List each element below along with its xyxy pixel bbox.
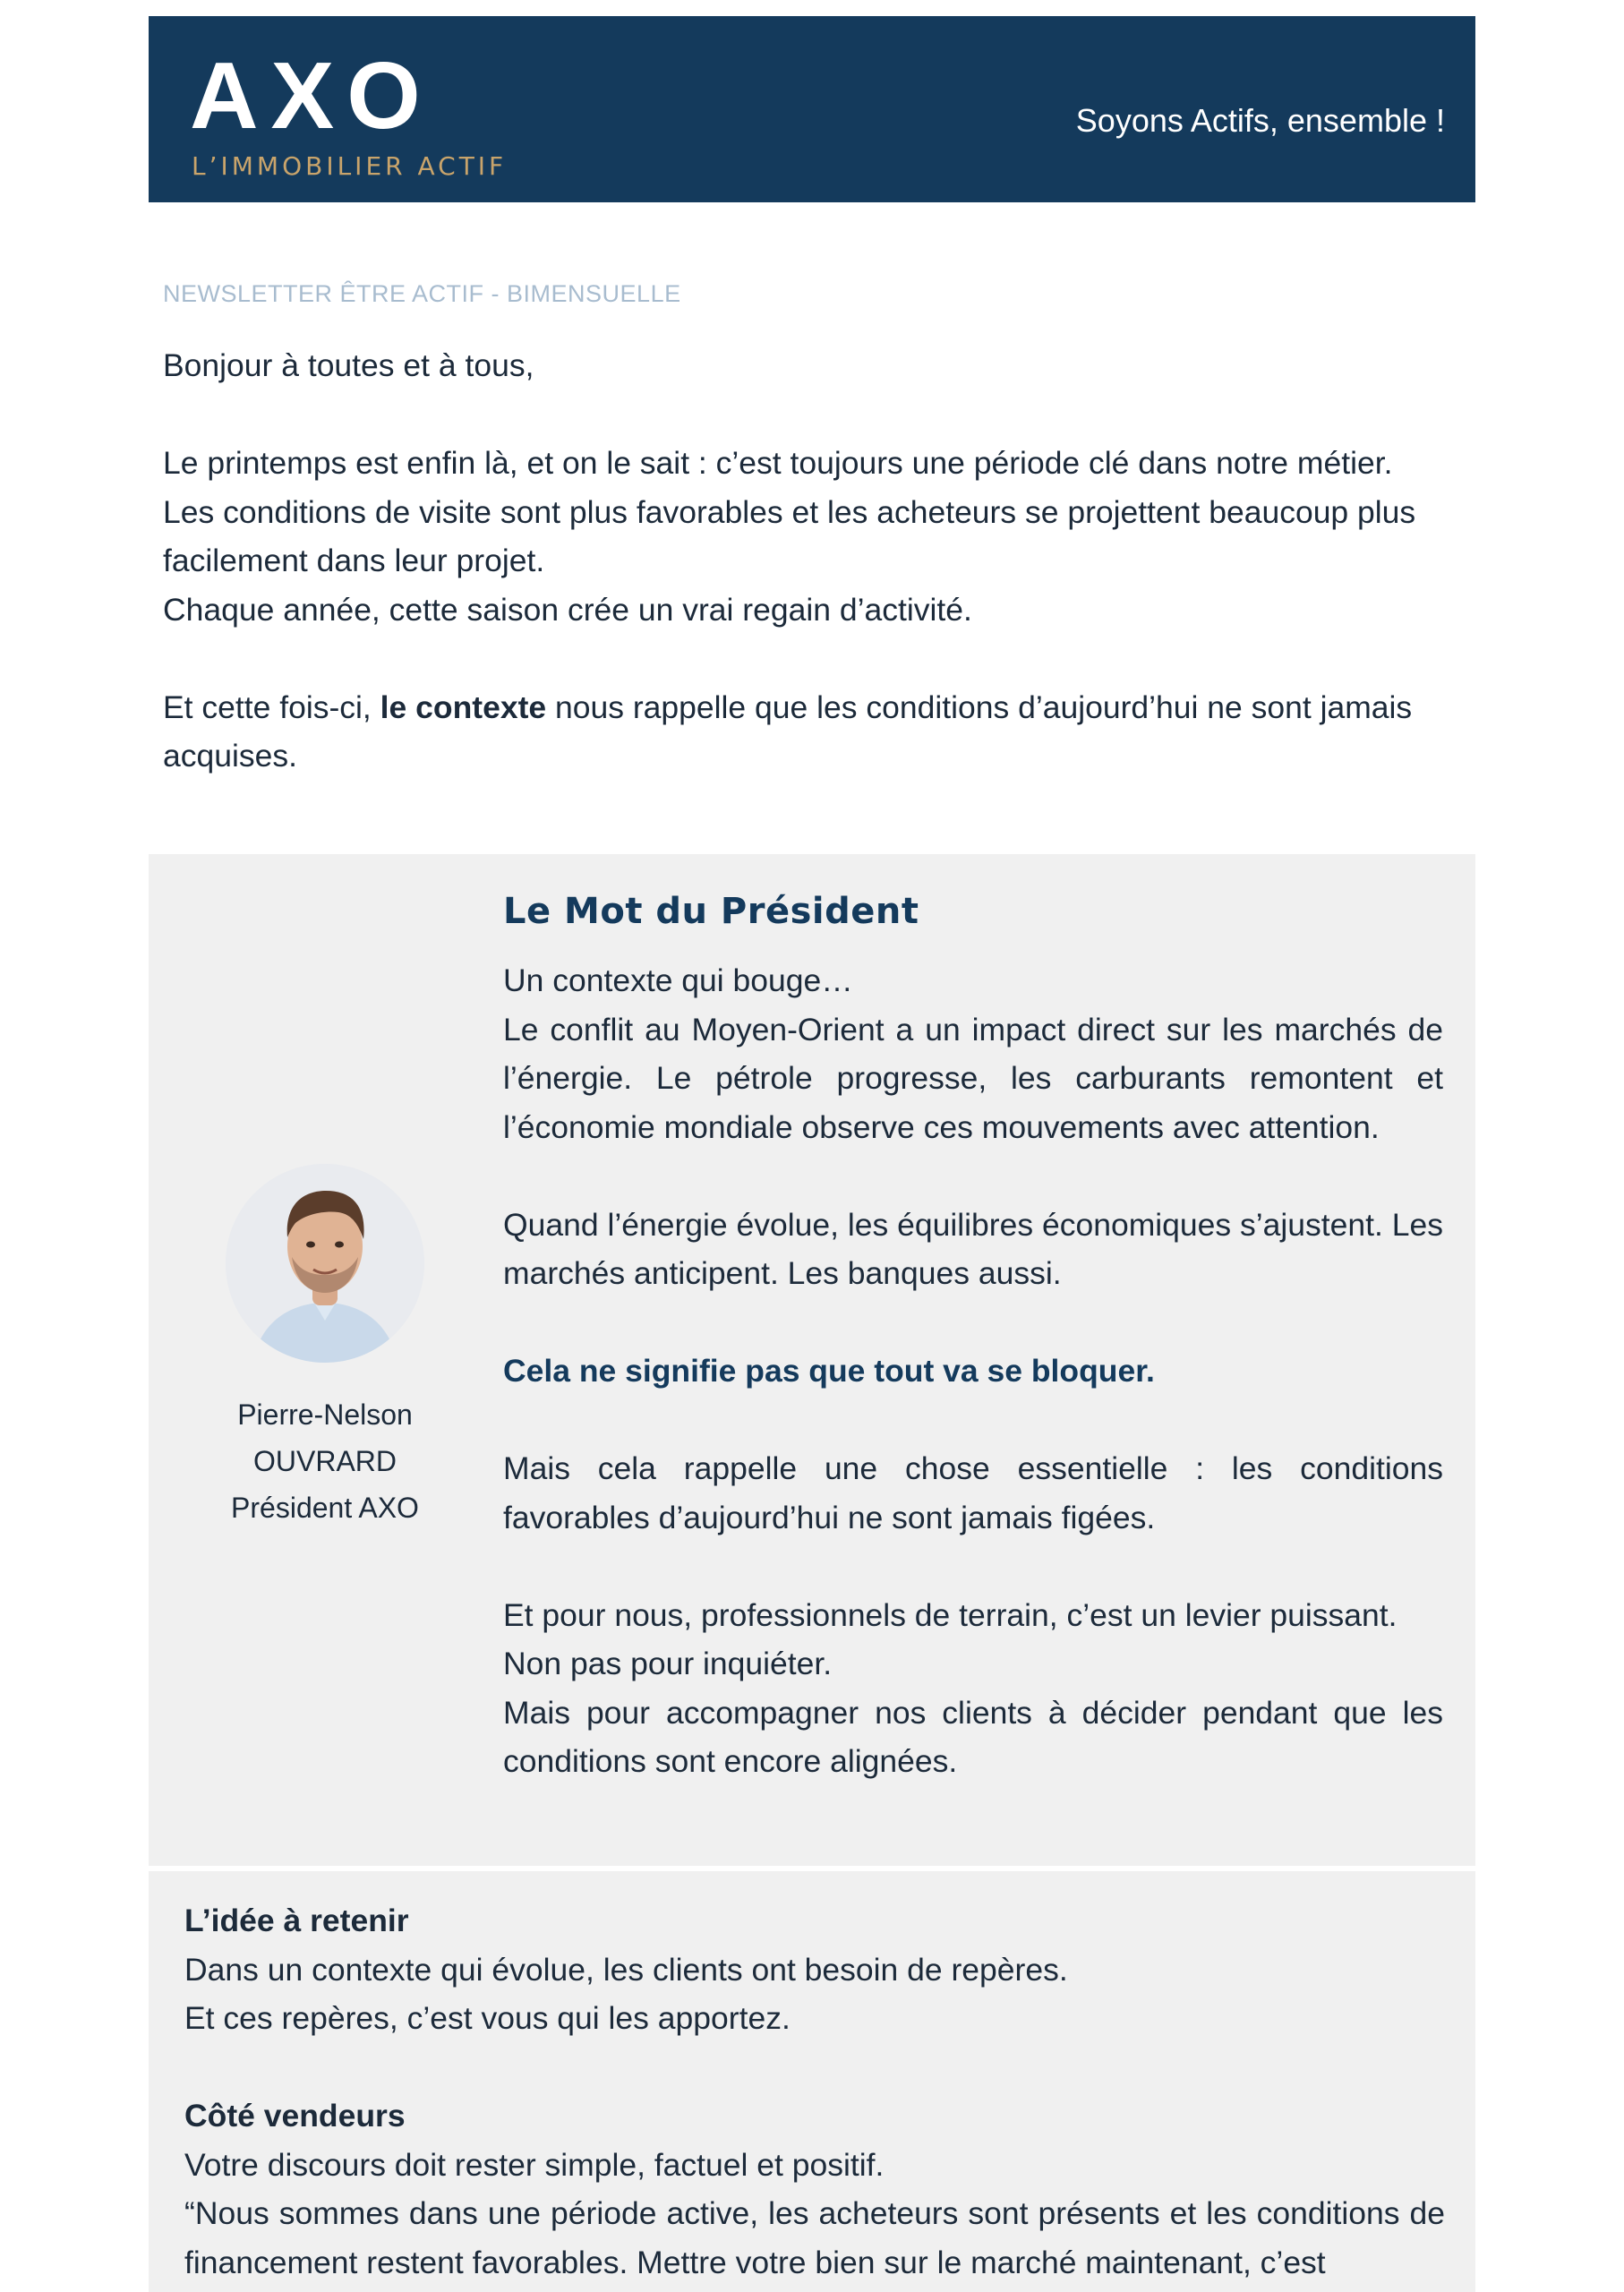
president-line: Et pour nous, professionnels de terrain, c’est un levier puissant.: [503, 1596, 1397, 1633]
president-section: [149, 854, 1475, 1866]
president-line: Mais pour accompagner nos clients à décider pendant que les conditions sont encore alignées.: [503, 1694, 1443, 1779]
sellers-line: Votre discours doit rester simple, factuel et positif.: [184, 2146, 885, 2183]
greeting: Bonjour à toutes et à tous,: [163, 347, 534, 383]
takeaway-line: Et ces repères, c’est vous qui les apportez.: [184, 2000, 791, 2036]
takeaway-section: [149, 1871, 1475, 2292]
intro-section: [163, 276, 1461, 781]
president-paragraph-2: Quand l’énergie évolue, les équilibres économiques s’ajustent. Les marchés anticipent. Les banques aussi.: [503, 1206, 1443, 1291]
president-photo: [226, 1164, 424, 1363]
intro-paragraph-2: [163, 683, 1461, 781]
president-line: Non pas pour inquiéter.: [503, 1646, 833, 1681]
president-caption: [184, 1391, 466, 1531]
president-last-name: OUVRARD: [252, 1445, 397, 1477]
president-paragraph-4: [503, 1591, 1443, 1786]
intro-line: Le printemps est enfin là, et on le sait : c’est toujours une période clé dans notre métier.: [163, 445, 1393, 481]
intro-emphasis: le contexte: [380, 688, 547, 725]
portrait-image: [226, 1164, 424, 1363]
president-intro-line: Un contexte qui bouge…: [503, 962, 853, 998]
sellers-quote: “Nous sommes dans une période active, les acheteurs sont présents et les conditions de financement restent favorables. Mettre votre bien sur le marché maintenant, c’est: [184, 2195, 1445, 2280]
president-paragraph-3: Mais cela rappelle une chose essentielle : les conditions favorables d’aujourd’hui ne sont jamais figées.: [503, 1450, 1443, 1535]
president-message: [503, 885, 1443, 1786]
intro-text: nous rappelle que les conditions d’aujourd’hui ne sont jamais acquises.: [163, 688, 1413, 774]
intro-line: Chaque année, cette saison crée un vrai regain d’activité.: [163, 591, 972, 628]
newsletter-header: [149, 16, 1475, 202]
newsletter-kicker: NEWSLETTER ÊTRE ACTIF - BIMENSUELLE: [163, 280, 681, 307]
intro-line: Les conditions de visite sont plus favorables et les acheteurs se projettent beaucoup plus facilement dans leur projet.: [163, 493, 1416, 578]
president-title: Le Mot du Président: [503, 891, 919, 932]
president-role: Président AXO: [231, 1492, 419, 1524]
president-bold-line: Cela ne signifie pas que tout va se bloquer.: [503, 1353, 1155, 1389]
axo-logo[interactable]: [190, 43, 508, 183]
logo-subtitle: L’IMMOBILIER ACTIF: [192, 151, 508, 181]
sellers-title: Côté vendeurs: [184, 2098, 406, 2134]
takeaway-title: L’idée à retenir: [184, 1903, 409, 1938]
takeaway-content: [184, 1896, 1445, 2287]
intro-paragraph-1: [163, 439, 1461, 634]
header-tagline: Soyons Actifs, ensemble !: [1075, 102, 1445, 139]
logo-wordmark: AXO: [190, 43, 433, 149]
president-first-name: Pierre-Nelson: [237, 1398, 413, 1431]
takeaway-line: Dans un contexte qui évolue, les clients ont besoin de repères.: [184, 1951, 1068, 1988]
president-paragraph-1: Le conflit au Moyen-Orient a un impact direct sur les marchés de l’énergie. Le pétrole progresse, les carburants remontent et l’économie mondiale observe ces mouvements avec attention.: [503, 1011, 1443, 1145]
intro-text: Et cette fois-ci,: [163, 688, 380, 725]
